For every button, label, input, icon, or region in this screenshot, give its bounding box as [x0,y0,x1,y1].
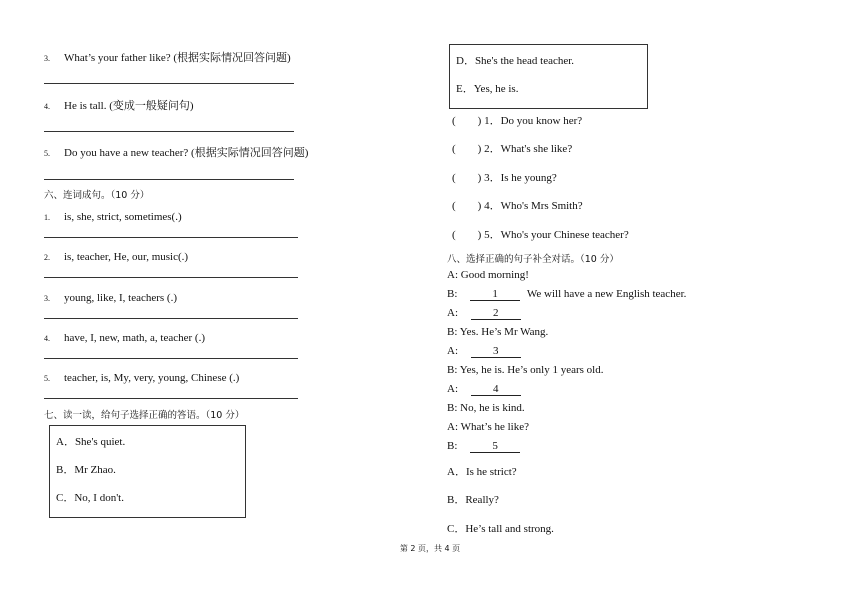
answer-line[interactable] [44,358,298,359]
blank-1[interactable]: 1 [470,289,520,301]
s8-option-a: A．Is he strict? [447,466,517,478]
speaker: B: [447,364,458,376]
speaker: A: [447,345,458,357]
item-number: 5. [44,374,50,383]
dialog-text: Yes, he is. He’s only 1 years old. [459,364,604,376]
section-8-title: 八、选择正确的句子补全对话。（10 分） [447,254,619,265]
item-text: is, she, strict, sometimes(.) [64,211,182,223]
match-item-2 [452,140,572,156]
options-box [49,425,246,518]
blank-3[interactable]: 3 [471,346,521,358]
option-a: A．She's quiet. [56,436,126,448]
answer-line[interactable] [44,318,298,319]
dialog-text: We will have a new English teacher. [526,288,687,300]
blank-5[interactable]: 5 [470,441,520,453]
s6-item-3 [44,288,177,306]
match-text: 2．What's she like? [484,143,573,155]
question-text: What’s your father like? (根据实际情况回答问题) [64,52,291,64]
option-d: D．She's the head teacher. [456,55,575,67]
speaker: A: [447,421,458,433]
question-4 [44,96,194,114]
answer-paren[interactable]: ( ) [452,115,482,127]
match-item-1 [452,112,582,128]
blank-2[interactable]: 2 [471,308,521,320]
dialog-line-1 [447,269,529,281]
answer-line[interactable] [44,83,294,84]
match-item-5 [452,226,629,242]
blank-4[interactable]: 4 [471,384,521,396]
question-text: Do you have a new teacher? (根据实际情况回答问题) [64,147,309,159]
s6-item-4 [44,328,205,346]
answer-line[interactable] [44,398,298,399]
speaker: A: [447,383,458,395]
answer-paren[interactable]: ( ) [452,200,482,212]
item-text: have, I, new, math, a, teacher (.) [64,332,205,344]
answer-paren[interactable]: ( ) [452,229,482,241]
speaker: B: [447,440,458,452]
answer-paren[interactable]: ( ) [452,172,482,184]
dialog-line-8 [447,402,525,414]
item-number: 4. [44,334,50,343]
dialog-line-4 [447,326,548,338]
s8-option-c: C．He’s tall and strong. [447,523,554,535]
s6-item-5 [44,368,239,386]
options-box-continued [449,44,648,109]
dialog-line-6 [447,364,603,376]
match-text: 3．Is he young? [484,172,557,184]
question-number: 3. [44,54,50,63]
match-text: 5．Who's your Chinese teacher? [484,229,629,241]
item-text: is, teacher, He, our, music(.) [64,251,189,263]
dialog-line-2 [447,288,686,301]
answer-line[interactable] [44,179,294,180]
s8-option-b: B．Really? [447,494,499,506]
dialog-line-5 [447,345,521,358]
option-e: E．Yes, he is. [456,83,519,95]
match-item-4 [452,197,583,213]
s6-item-2 [44,247,188,265]
dialog-line-3 [447,307,521,320]
match-text: 4．Who's Mrs Smith? [484,200,583,212]
dialog-text: What’s he like? [460,421,529,433]
answer-line[interactable] [44,131,294,132]
match-text: 1．Do you know her? [484,115,583,127]
page-footer: 第 2 页，共 4 页 [399,544,461,553]
speaker: B: [447,288,458,300]
item-text: young, like, I, teachers (.) [64,292,178,304]
question-text: He is tall. (变成一般疑问句) [64,100,194,112]
dialog-text: Good morning! [460,269,529,281]
question-number: 5. [44,149,50,158]
section-7-title: 七、读一读，给句子选择正确的答语。（10 分） [44,410,245,421]
question-3 [44,48,291,66]
option-c: C．No, I don't. [56,492,124,504]
dialog-line-9 [447,421,529,433]
answer-line[interactable] [44,237,298,238]
dialog-line-10 [447,440,520,453]
dialog-text: Yes. He’s Mr Wang. [459,326,549,338]
dialog-line-7 [447,383,521,396]
question-number: 4. [44,102,50,111]
question-5 [44,143,308,161]
option-b: B．Mr Zhao. [56,464,116,476]
dialog-text: No, he is kind. [460,402,525,414]
section-6-title: 六、连词成句。（10 分） [44,190,150,201]
speaker: A: [447,307,458,319]
item-number: 3. [44,294,50,303]
item-text: teacher, is, My, very, young, Chinese (.) [64,372,240,384]
item-number: 1. [44,213,50,222]
answer-line[interactable] [44,277,298,278]
s6-item-1 [44,207,182,225]
speaker: B: [447,402,458,414]
answer-paren[interactable]: ( ) [452,143,482,155]
match-item-3 [452,169,557,185]
item-number: 2. [44,253,50,262]
speaker: B: [447,326,458,338]
speaker: A: [447,269,458,281]
